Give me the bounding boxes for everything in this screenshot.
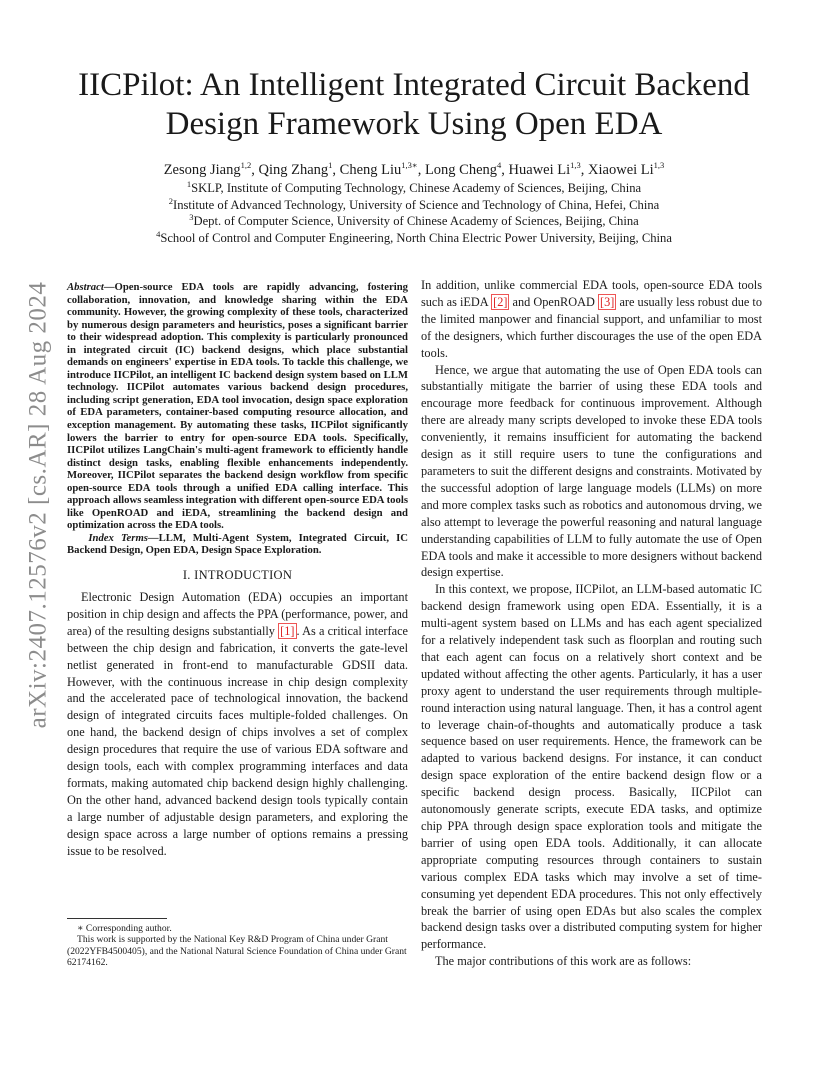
author: Xiaowei Li$^{1,3}$ (588, 160, 665, 178)
index-terms-label: Index Terms (88, 531, 148, 544)
author: Huawei Li$^{1,3}$, (508, 160, 589, 178)
affiliation: $^2$Institute of Advanced Technology, University of Science and Technology of China, Hefei, China (168, 195, 660, 212)
arxiv-identifier: arXiv:2407.12576v2 [cs.AR] 28 Aug 2024 (24, 281, 51, 729)
right-paragraph-2: In this context, we propose, IICPilot, an LLM-based automatic IC backend design framework using open EDA. Essentially, it is a multi-agent system based on LLMs and has each agent specialized for a relatively independent task such as floorplan and routing such that each agent can focus on a relatively short context and be updated without affecting the other agents. Particularly, it has a user proxy agent to understand the user requirements through multiple-round interaction using natural language. Then, it has a control agent to leverage chain-of-thoughts and automatically produce a task sequence based on user requirements. Hence, the framework can be adapted to various backend designs. For instance, it can conduct design space exploration of the entire backend design flow or a specific backend design process. Basically, IICPilot can autonomously generate scripts, execute EDA tasks, and optimize chip PPA through design space exploration tools and mitigate the barrier of using open EDA tools. Additionally, it can allocate appropriate computing resources through containers to sustain various complex EDA tasks which may involve a set of time-consuming yet dependent EDA procedures. This not only effectively break the barrier of using open EDAs but also scales the complex backend design tasks over a distributed computing system for higher performance. (421, 582, 762, 952)
arxiv-stamp (18, 280, 58, 730)
right-paragraph-3: The major contributions of this work are as follows: (435, 954, 692, 969)
title-line-2: Design Framework Using Open EDA (165, 106, 663, 142)
affiliation: $^4$School of Control and Computer Engineering, North China Electric Power University, Beijing, China (156, 228, 672, 245)
abstract (67, 281, 408, 532)
index-terms (67, 532, 408, 557)
author-list (60, 160, 768, 180)
citation-link[interactable]: [1] (280, 623, 295, 638)
title-line-1: IICPilot: An Intelligent Integrated Circuit Backend (78, 67, 750, 103)
author: Long Cheng$^4$, (424, 160, 509, 178)
right-paragraph-0: In addition, unlike commercial EDA tools, open-source EDA tools such as iEDA [2] and OpenROAD [3] are usually less robust due to the limited manpower and financial support, and unfamiliar to most of the designers, which further discourages the use of the open EDA tools. (421, 278, 762, 360)
affiliation-list (60, 180, 768, 246)
abstract-label: Abstract (67, 281, 104, 293)
author: Cheng Liu$^{1,3∗}$, (339, 160, 425, 178)
citation-link[interactable]: [3] (600, 294, 615, 309)
right-column (421, 277, 762, 970)
footnotes (67, 918, 408, 969)
index-terms-text: —LLM, Multi-Agent System, Integrated Circuit, IC Backend Design, Open EDA, Design Space Exploration. (67, 531, 408, 557)
right-paragraph-1: Hence, we argue that automating the use of Open EDA tools can substantially mitigate the barrier of using these EDA tools and encourage more feedback for continuous improvement. Although there are already many scripts developed to invoke these EDA tools conveniently, it remains insufficient for automating the backend design as it still require users to tune the configurations and parameters to suit the different designs and constraints. Motivated by the successful adoption of large language models (LLMs) on more and more complex tasks such as robotics and autonomous drving, we also attempt to leverage the powerful reasoning and natural language understanding capabilities of LLM to fully automate the use of Open EDA tools and make it accessible to more designers without backend design expertise. (421, 362, 762, 580)
footnote-corresponding: ∗ Corresponding author. (77, 923, 172, 934)
intro-paragraph-1: Electronic Design Automation (EDA) occupies an important position in chip design and affects the PPA (performance, power, and area) of the resulting designs substantially [1] . As a critical interface between the chip design and fabrication, it converts the gate-level netlist generated in front-end to manufacturable GDSII data. However, with the continuous increase in chip design complexity and the accelerated pace of technological innovation, the backend design of integrated circuits faces multiple-folded challenges. On one hand, the backend design of chips involves a set of complex design procedures that require the use of various EDA software and design tools, each with complex programming interfaces and data formats, making automated chip backend design highly challenging. On the other hand, advanced backend design tools typically contain a large number of adjustable design parameters, and exploring the design space across a large number of options remains a pressing issue to be resolved. (67, 590, 408, 858)
abstract-text: —Open-source EDA tools are rapidly advancing, fostering collaboration, innovation, and knowledge sharing within the EDA community. However, the growing complexity of these tools, characterized by numerous design parameters and heuristics, poses a significant barrier to their widespread adoption. This complexity is particularly pronounced in integrated circuit (IC) backend designs, which place substantial demands on engineers' expertise in EDA tools. To tackle this challenge, we introduce IICPilot, an intelligent IC backend design system based on LLM technology. IICPilot automates various backend design procedures, including script generation, EDA tool invocation, design space exploration of EDA parameters, container-based computing resource allocation, and exception management. By automating these tasks, IICPilot significantly lowers the barrier to entry for open-source EDA tools. Specifically, IICPilot utilizes LangChain's multi-agent framework to efficiently handle distinct design tasks, enabling flexible enhancements independently. Moreover, IICPilot separates the backend design workflow from specific open-source EDA tools through a unified EDA calling interface. This approach allows seamless integration with different open-source EDA tools like OpenROAD and iEDA, streamlining the backend design and optimization across the EDA tools. (67, 281, 408, 532)
footnote-funding: This work is supported by the National Key R&D Program of China under Grant (2022YFB4500405), and the National Natural Science Foundation of China under Grant 62174162. (67, 934, 407, 969)
author: Zesong Jiang$^{1,2}$, (163, 160, 259, 178)
left-column (67, 281, 408, 860)
section-heading-introduction: I. INTRODUCTION (182, 568, 293, 583)
author: Qing Zhang$^1$, (258, 160, 340, 178)
affiliation: $^1$SKLP, Institute of Computing Technology, Chinese Academy of Sciences, Beijing, China (186, 178, 642, 195)
affiliation: $^3$Dept. of Computer Science, University of Chinese Academy of Sciences, Beijing, China (189, 211, 639, 228)
footnote-rule (67, 918, 167, 919)
citation-link[interactable]: [2] (493, 294, 508, 309)
paper-title (60, 66, 768, 144)
